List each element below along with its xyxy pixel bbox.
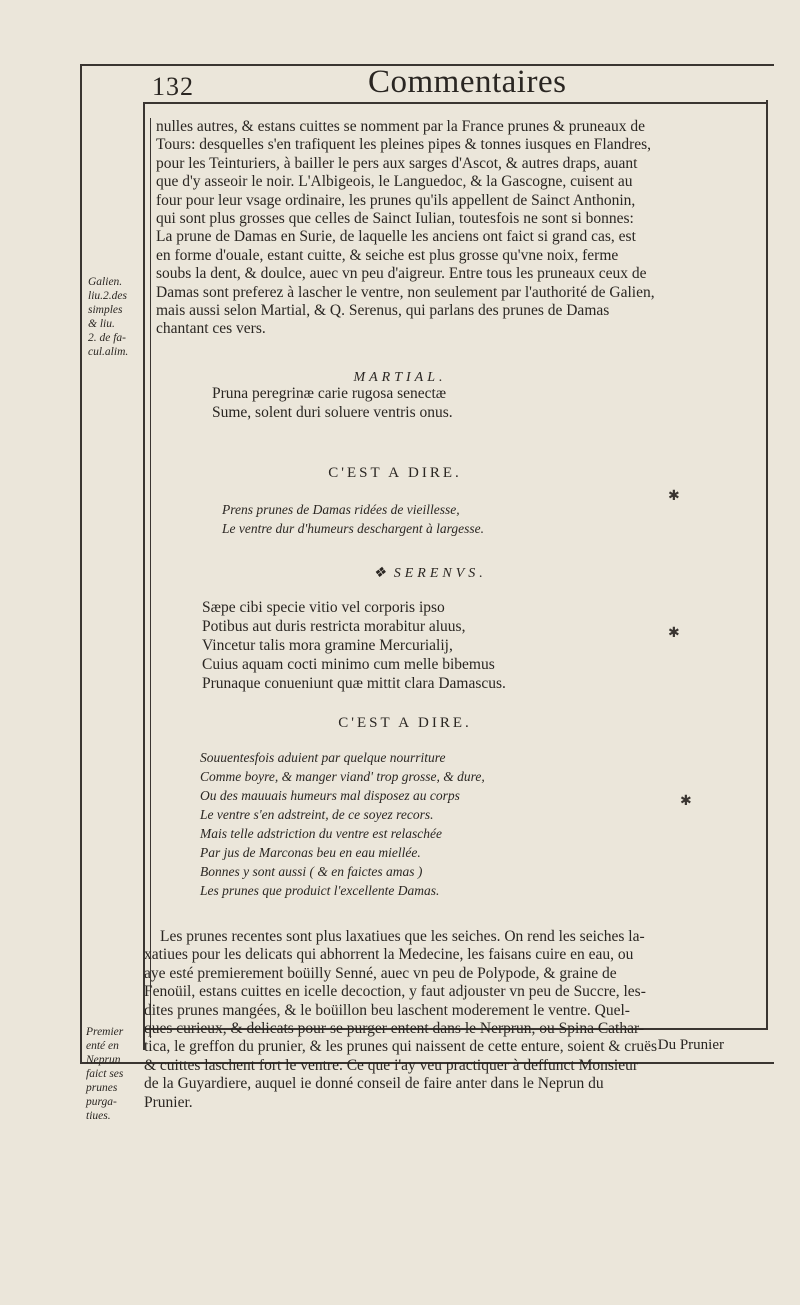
verse-line: Vincetur talis mora gramine Mercurialij, [202,637,453,654]
text-line: & cuittes laschent fort le ventre. Ce que i'ay veu practiquer à deffunct Monsieur [144,1056,639,1074]
text-line: ques curieux, & delicats pour se purger entent dans le Nerprun, ou Spina Cathar- [144,1020,644,1038]
verse-line: Bonnes y sont aussi ( & en faictes amas ) [200,864,423,879]
margin-note-line: Premier [86,1026,124,1038]
margin-note-line: 2. de fa- [88,332,127,344]
heading-martial: MARTIAL. [353,370,447,385]
verse-line: Souuentesfois aduient par quelque nourriture [200,750,446,765]
verse-line: Potibus aut duris restricta morabitur aluus, [202,618,466,635]
verse-line: Sæpe cibi specie vitio vel corporis ipso [202,599,445,616]
text-line: Damas sont preferez à lascher le ventre, non seulement par l'authorité de Galien, [156,283,655,301]
text-line: La prune de Damas en Surie, de laquelle les anciens ont faict si grand cas, est [156,228,636,246]
text-line: Prunier. [144,1093,193,1111]
martial-french-verse [222,500,484,538]
margin-note-line: enté en [86,1040,119,1052]
running-title: Commentaires [368,64,567,100]
margin-note-line: prunes [86,1082,118,1094]
text-line: chantant ces vers. [156,320,266,338]
text-line: pour les Teinturiers, à bailler le pers aux sarges d'Ascot, & autres draps, auant [156,154,638,172]
paragraph-prunes-recentes [144,928,744,1112]
margin-note-line: purga- [86,1096,117,1108]
margin-note-line: liu.2.des [88,290,127,302]
margin-note-line: & liu. [88,318,115,330]
verse-line: Cuius aquam cocti minimo cum melle bibemus [202,656,495,673]
serenus-latin-verse [202,598,506,693]
heading-cest-a-dire-1: C'EST A DIRE. [328,465,462,481]
verse-line: Comme boyre, & manger viand' trop grosse, & dure, [200,769,485,784]
left-inner-rule [143,102,145,1050]
margin-note-line: faict ses [86,1068,124,1080]
text-line: nulles autres, & estans cuittes se nomment par la France prunes & pruneaux de [156,118,645,135]
right-rule [766,100,768,1030]
text-left-rule [150,118,151,1038]
verse-line: Le ventre dur d'humeurs deschargent à largesse. [222,521,484,536]
text-line: soubs la dent, & doulce, auec vn peu d'aigreur. Entre tous les pruneaux ceux de [156,265,647,283]
margin-note-premier [86,1025,123,1123]
paragraph-prunes-tours [156,118,752,339]
catchword: Du Prunier [657,1037,724,1053]
page-number: 132 [152,72,194,101]
text-line: qui sont plus grosses que celles de Sainct Iulian, toutesfois ne sont si bonnes: [156,210,634,228]
verse-line: Les prunes que produict l'excellente Damas. [200,883,440,898]
heading-serenus [350,565,510,582]
text-line: Les prunes recentes sont plus laxatiues que les seiches. On rend les seiches la- [160,928,645,945]
verse-line: Mais telle adstriction du ventre est relaschée [200,826,442,841]
ornament-mark: ❖ [373,566,386,581]
asterisk-mark: ✱ [668,625,680,641]
margin-note-line: Neprun [86,1054,121,1066]
text-line: xatiues pour les delicats qui abhorrent la Medecine, les faisans cuire en eau, ou [144,946,634,964]
serenus-french-verse [200,748,485,900]
text-line: Tours: desquelles s'en trafiquent les pleines pipes & tonnes iusques en Flandres, [156,136,652,154]
text-line: en forme d'ouale, estant cuitte, & seiche est plus grosse qu'vne noix, ferme [156,246,619,264]
header-rule [143,102,767,104]
text-line: aye esté premierement boüilly Senné, auec vn peu de Polypode, & graine de [144,964,617,982]
margin-note-line: cul.alim. [88,346,129,358]
heading-cest-a-dire-2: C'EST A DIRE. [338,715,472,731]
martial-latin-verse [212,384,453,422]
text-line: dites prunes mangées, & le boüillon beu laschent moderement le ventre. Quel- [144,1001,630,1019]
text-line: de la Guyardiere, auquel ie donné conseil de faire anter dans le Neprun du [144,1075,604,1093]
asterisk-mark: ✱ [680,793,692,809]
text-line: Fenoüil, estans cuittes en icelle decoction, y faut adjouster vn peu de Succre, les- [144,983,646,1001]
verse-line: Prens prunes de Damas ridées de vieillesse, [222,502,460,517]
margin-note-line: tiues. [86,1110,111,1122]
text-line: tica, le greffon du prunier, & les prunes qui naissent de cette enture, soient & cruës [144,1038,658,1056]
text-line: four pour leur vsage ordinaire, les prunes qu'ils appellent de Sainct Anthonin, [156,191,636,209]
verse-line: Prunaque conueniunt quæ mittit clara Damascus. [202,675,506,692]
verse-line: Pruna peregrinæ carie rugosa senectæ [212,385,447,402]
left-outer-rule [80,64,82,1064]
verse-line: Sume, solent duri soluere ventris onus. [212,404,453,421]
text-line: que d'y asseoir le noir. L'Albigeois, le Languedoc, & la Gascogne, cuisent au [156,173,633,191]
verse-line: Par jus de Marconas beu en eau miellée. [200,845,421,860]
margin-note-line: simples [88,304,123,316]
serenus-heading-text: SERENVS. [393,566,487,581]
text-line: mais aussi selon Martial, & Q. Serenus, qui parlans des prunes de Damas [156,302,610,320]
margin-note-galien [88,275,128,359]
asterisk-mark: ✱ [668,488,680,504]
margin-note-line: Galien. [88,276,123,288]
verse-line: Ou des mauuais humeurs mal disposez au corps [200,788,460,803]
verse-line: Le ventre s'en adstreint, de ce soyez recors. [200,807,434,822]
